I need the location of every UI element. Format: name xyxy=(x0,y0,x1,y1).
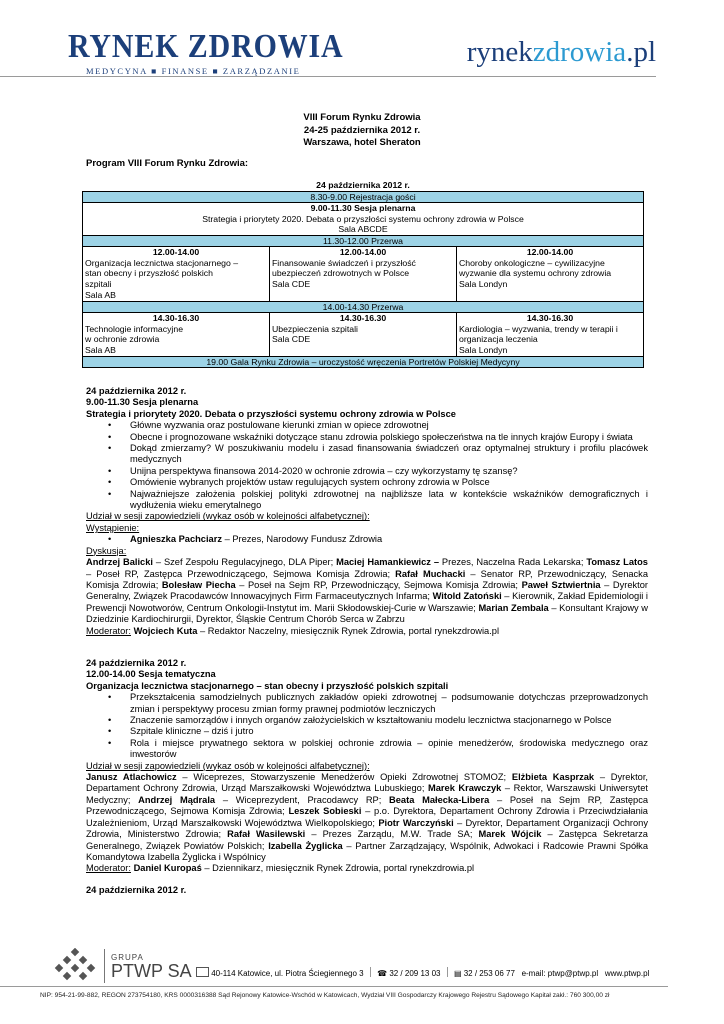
panelist-role: – Dyrektor Generalny, Związek Pracodawców Innowacyjnych Firm Farmaceutycznych Infarma; xyxy=(86,579,648,602)
participant-name: Marek Wójcik xyxy=(478,829,542,840)
participant-name: Andrzej Mądrala xyxy=(138,794,216,805)
list-item: • Omówienie wybranych projektów ustaw regulujących system ochrony zdrowia w Polsce xyxy=(86,477,648,488)
topic-list xyxy=(86,692,648,760)
session-text: Ubezpieczenia szpitali xyxy=(272,323,358,334)
footer-divider xyxy=(0,986,668,987)
panelist-role: – Poseł na Sejm RP, Przewodniczący, Sejmowa Komisja Zdrowia; xyxy=(235,579,522,590)
list-item xyxy=(86,534,648,545)
moderator-line xyxy=(86,863,648,874)
header-divider xyxy=(0,76,656,77)
panelist-role: – Szef Zespołu Regulacyjnego, DLA Piper; xyxy=(152,557,337,568)
participants-label: Udział w sesji zapowiedzieli (wykaz osób w kolejności alfabetycznej): xyxy=(86,760,370,771)
section-title: Strategia i priorytety 2020. Debata o przyszłości systemu ochrony zdrowia w Polsce xyxy=(86,408,456,419)
moderator-label: Moderator: xyxy=(86,863,131,874)
section-time: 9.00-11.30 Sesja plenarna xyxy=(86,397,199,408)
panelist-role: – Senator RP, Przewodniczący, Senacka Komisja Zdrowia; xyxy=(86,568,648,590)
topic-list xyxy=(86,420,648,511)
session-block-2 xyxy=(82,313,644,357)
footer-legal: NIP: 954-21-99-882, REGON 273754180, KRS 0000316388 Sąd Rejonowy Katowice-Wschód w Katowicach, Wydział VIII Gospodarczy Krajowego Rejestru Sądowego Kapitał zakł.: 760 300,00 zł xyxy=(40,992,610,999)
forum-venue: Warszawa, hotel Sheraton xyxy=(303,137,421,148)
session-text: Kardiologia – wyzwania, trendy w terapii i xyxy=(459,323,618,334)
session-cell xyxy=(270,313,457,356)
session-time: 12.00-14.00 xyxy=(152,246,200,257)
panelist-name: Rafał Muchacki xyxy=(395,568,466,579)
list-item: • Rola i miejsce prywatnego sektora w polskiej ochronie zdrowia – opinie menedżerów, środowiska medycznego oraz inwestorów xyxy=(86,738,648,761)
registration-row: 8.30-9.00 Rejestracja gości xyxy=(82,191,644,203)
speaker-name: Agnieszka Pachciarz xyxy=(130,534,222,545)
fax-icon: ▤ xyxy=(453,969,462,978)
speaker-list xyxy=(86,534,648,545)
session-room: Sala AB xyxy=(85,345,116,356)
participant-name: Leszek Sobieski xyxy=(288,806,362,817)
phone-icon: ☎ xyxy=(377,969,388,978)
session-block-1 xyxy=(82,247,644,302)
session-participants xyxy=(86,772,648,863)
list-item: • Obecne i prognozowane wskaźniki dotyczące stanu zdrowia polskiego społeczeństwa na tle innych krajów Europy i świata xyxy=(86,432,648,443)
rynek-zdrowia-logo xyxy=(68,30,381,76)
session-text: w ochronie zdrowia xyxy=(85,334,160,345)
section-date: 24 października 2012 r. xyxy=(86,658,187,668)
discussion-panelists xyxy=(86,557,648,625)
session-text: Organizacja lecznictwa stacjonarnego – xyxy=(85,257,239,268)
plenary-session-section xyxy=(86,386,648,637)
company-name: PTWP SA xyxy=(111,960,192,981)
program-heading: Program VIII Forum Rynku Zdrowia: xyxy=(86,158,249,169)
footer-email[interactable]: e-mail: ptwp@ptwp.pl xyxy=(521,969,599,978)
session-time: 12.00-14.00 xyxy=(526,246,574,257)
moderator-role: – Dziennikarz, miesięcznik Rynek Zdrowia, portal rynekzdrowia.pl xyxy=(201,863,475,874)
session-text: ubezpieczeń zdrowotnych w Polsce xyxy=(272,268,410,279)
moderator-role: – Redaktor Naczelny, miesięcznik Rynek Zdrowia, portal rynekzdrowia.pl xyxy=(197,625,500,636)
participant-name: Izabella Żyglicka xyxy=(268,840,343,851)
participant-name: Piotr Warczyński xyxy=(378,817,454,828)
section-title: Organizacja lecznictwa stacjonarnego – stan obecny i przyszłość polskich szpitali xyxy=(86,680,449,691)
session-text: Finansowanie świadczeń i przyszłość xyxy=(272,257,416,268)
discussion-label: Dyskusja: xyxy=(86,545,127,556)
list-item: • Dokąd zmierzamy? W poszukiwaniu modelu i zasad finansowania świadczeń oraz optymalnej struktury i profilu placówek medycznych xyxy=(86,443,648,466)
session-time: 12.00-14.00 xyxy=(339,246,387,257)
participant-role: – Dyrektor, Departament Ochrony Zdrowia, Urząd Marszałkowski Województwa Lubuskiego; xyxy=(86,772,648,794)
panelist-role: – Poseł RP, Zastępca Przewodniczącego, Sejmowa Komisja Zdrowia; xyxy=(86,568,396,579)
session-text: wyzwanie dla systemu ochrony zdrowia xyxy=(459,268,612,279)
participant-name: Marek Krawczyk xyxy=(428,783,502,794)
footer-logo-divider xyxy=(104,949,105,983)
site-url-tld: .pl xyxy=(626,36,656,68)
list-item: • Główne wyzwania oraz postulowane kierunki zmian w opiece zdrowotnej xyxy=(86,420,648,431)
list-item: • Najważniejsze założenia polskiej polityki zdrowotnej na najbliższe lata w kontekście wskaźników demograficznych i wydłużenia wieku emerytalnego xyxy=(86,489,648,512)
schedule-table xyxy=(82,180,644,368)
site-url-logo xyxy=(467,36,656,69)
session-room: Sala Londyn xyxy=(459,345,508,356)
list-item: • Unijna perspektywa finansowa 2014-2020 w ochronie zdrowia – czy wykorzystamy tę szansę? xyxy=(86,466,648,477)
speech-label: Wystąpienie: xyxy=(86,522,140,533)
footer-phone: 32 / 209 13 03 xyxy=(389,969,441,978)
panelist-name: Marian Zembala xyxy=(478,602,549,613)
participant-name: Rafał Wasilewski xyxy=(227,829,306,840)
session-cell xyxy=(270,247,457,301)
session-room: Sala CDE xyxy=(272,334,311,345)
group-label: GRUPA xyxy=(111,952,144,962)
participant-name: Janusz Atlachowicz xyxy=(86,772,177,783)
panelist-name: Andrzej Balicki xyxy=(86,557,153,568)
section-time: 12.00-14.00 Sesja tematyczna xyxy=(86,669,216,680)
participant-role: – Wiceprezes, Stowarzyszenie Menedżerów Opieki Zdrowotnej STOMOZ; xyxy=(176,772,512,783)
plenary-title: Strategia i priorytety 2020. Debata o przyszłości systemu ochrony zdrowia w Polsce xyxy=(202,213,524,224)
panelist-name: Witold Zatoński xyxy=(432,591,502,602)
participant-role: – Wiceprezydent, Pracodawcy RP; xyxy=(215,794,390,805)
break-row: 11.30-12.00 Przerwa xyxy=(82,236,644,247)
ptwp-wordmark xyxy=(111,953,192,980)
session-room: Sala AB xyxy=(85,289,116,300)
break-row: 14.00-14.30 Przerwa xyxy=(82,302,644,313)
list-item: • Przekształcenia samodzielnych publicznych zakładów opieki zdrowotnej – podsumowanie dotychczas przeprowadzonych zmian i perspektywy procesu zmian formy prawnej podmiotów leczniczych xyxy=(86,692,648,715)
session-text: stan obecny i przyszłość polskich xyxy=(85,268,213,279)
schedule-date: 24 października 2012 r. xyxy=(316,180,410,190)
session-cell xyxy=(83,247,270,301)
document-title xyxy=(0,112,724,150)
session-cell xyxy=(457,313,643,356)
speaker-role: – Prezes, Narodowy Fundusz Zdrowia xyxy=(221,534,383,545)
site-url-accent: zdrowia xyxy=(532,36,627,68)
logo-tagline: MEDYCYNA ■ FINANSE ■ ZARZĄDZANIE xyxy=(86,66,301,76)
session-room: Sala Londyn xyxy=(459,279,508,290)
footer-web[interactable]: www.ptwp.pl xyxy=(604,969,650,978)
gala-row: 19.00 Gala Rynku Zdrowia – uroczystość wręczenia Portretów Polskiej Medycyny xyxy=(82,357,644,368)
logo-wordmark: RYNEK ZDROWIA xyxy=(68,28,344,65)
panelist-role: Prezes, Naczelna Rada Lekarska; xyxy=(439,557,587,568)
session-time: 14.30-16.30 xyxy=(339,312,387,323)
section-date: 24 października 2012 r. xyxy=(86,885,187,895)
participant-name: Beata Małecka-Libera xyxy=(389,794,490,805)
session-cell xyxy=(83,313,270,356)
session-text: Choroby onkologiczne – cywilizacyjne xyxy=(459,257,605,268)
participants-label: Udział w sesji zapowiedzieli (wykaz osób w kolejności alfabetycznej): xyxy=(86,511,370,522)
footer-address: 40-114 Katowice, ul. Piotra Ściegiennego 3 xyxy=(211,969,364,978)
footer-contacts xyxy=(196,967,649,978)
participant-role: – Prezes Zarządu, M.W. Trade SA; xyxy=(305,829,479,840)
session-time: 14.30-16.30 xyxy=(526,312,574,323)
participant-role: – p.o. Dyrektora, Departament Ochrony Zdrowia i Przeciwdziałania Uzależnieniom, Urząd Marszałkowski Województwa Wielkopolskiego; xyxy=(86,806,648,828)
forum-dates: 24-25 października 2012 r. xyxy=(303,124,421,136)
panelist-name: Paweł Sztwiertnia xyxy=(521,579,601,590)
ptwp-diamond-icon xyxy=(52,948,98,984)
list-item: • Szpitale kliniczne – dziś i jutro xyxy=(86,726,648,737)
participant-role: – Dyrektor, Departament Organizacji Ochrony Zdrowia, Ministerstwo Zdrowia; xyxy=(86,817,648,840)
participant-role: – Rektor, Warszawski Uniwersytet Medyczny; xyxy=(86,783,648,805)
plenary-room: Sala ABCDE xyxy=(338,224,388,235)
panelist-name: Tomasz Latos xyxy=(586,557,648,568)
thematic-session-section xyxy=(86,658,648,875)
forum-name: VIII Forum Rynku Zdrowia xyxy=(303,112,421,123)
moderator-line xyxy=(86,626,648,637)
plenary-time: 9.00-11.30 Sesja plenarna xyxy=(310,203,416,213)
ptwp-logo xyxy=(52,948,192,984)
session-time: 14.30-16.30 xyxy=(152,312,200,323)
panelist-name: Maciej Hamankiewicz – xyxy=(336,557,440,568)
participant-role: – Poseł na Sejm RP, Zastępca Przewodniczącego, Sejmowa Komisja Zdrowia; xyxy=(86,794,649,817)
plenary-row xyxy=(82,203,644,236)
panelist-role: – Kierownik, Zakład Epidemiologii i Prewencji Nowotworów, Centrum Onkologii-Instytut im. Marii Skłodowskiej-Curie w Warszawie; xyxy=(86,591,648,613)
session-text: Technologie informacyjne xyxy=(85,323,184,334)
moderator-label: Moderator: xyxy=(86,625,131,636)
moderator-name: Wojciech Kuta xyxy=(133,625,198,636)
session-cell xyxy=(457,247,643,301)
session-text: organizacja leczenia xyxy=(459,334,538,345)
site-url-part: rynek xyxy=(466,36,533,68)
list-item: • Znaczenie samorządów i innych organów założycielskich w kształtowaniu modelu lecznictwa stacjonarnego w Polsce xyxy=(86,715,648,726)
participant-role: – Partner Zarządzający, Wspólnik, Adwokaci i Radcowie Prawni Spółka Komandytowa Izabella Żyglicka i Wspólnicy xyxy=(86,840,648,862)
session-text: szpitali xyxy=(85,279,112,290)
footer-fax: 32 / 253 06 77 xyxy=(463,969,515,978)
participant-name: Elżbieta Kasprzak xyxy=(511,772,595,783)
address-icon xyxy=(196,967,209,977)
panelist-role: – Konsultant Krajowy w Dziedzinie Kardiochirurgii, Dyrektor, Śląskie Centrum Chorób Serca w Zabrzu xyxy=(86,602,648,625)
section-date: 24 października 2012 r. xyxy=(86,386,187,396)
session-room: Sala CDE xyxy=(272,279,311,290)
participant-role: – Zastępca Sekretarza Generalnego, Związek Powiatów Polskich; xyxy=(86,829,648,851)
panelist-name: Bolesław Piecha xyxy=(161,579,236,590)
moderator-name: Daniel Kuropaś xyxy=(133,863,202,874)
